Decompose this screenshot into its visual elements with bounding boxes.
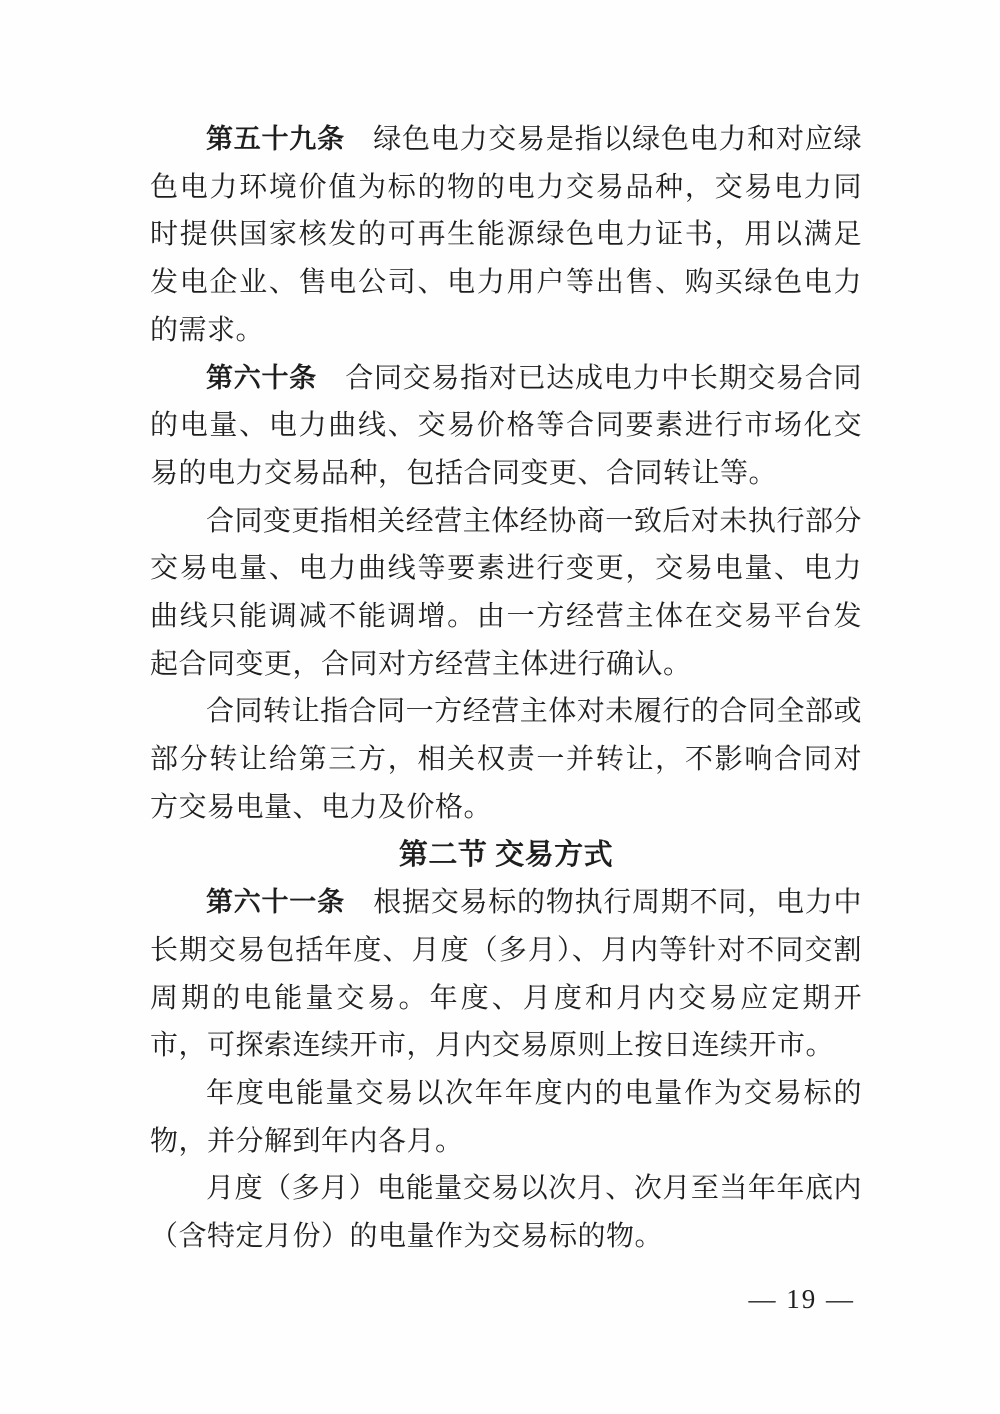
paragraph-annual-trading: 年度电能量交易以次年年度内的电量作为交易标的物，并分解到年内各月。 <box>150 1078 862 1157</box>
article-60-number: 第六十条 <box>206 362 317 393</box>
article-59-number: 第五十九条 <box>206 124 345 154</box>
paragraph-monthly-trading: 月度（多月）电能量交易以次月、次月至当年年底内（含特定月份）的电量作为交易标的物。 <box>150 1173 862 1253</box>
paragraph-contract-transfer: 合同转让指合同一方经营主体对未履行的合同全部或部分转让给第三方，相关权责一并转让，不影响合同对方交易电量、电力及价格。 <box>150 696 862 823</box>
article-59-text: 绿色电力交易是指以绿色电力和对应绿色电力环境价值为标的物的电力交易品种，交易电力同时提供国家核发的可再生能源绿色电力证书，用以满足发电企业、售电公司、电力用户等出售、购买绿色电力的需求。 <box>150 124 862 346</box>
paragraph-article-59 <box>150 116 862 355</box>
document-body <box>150 116 862 1261</box>
article-61-text: 根据交易标的物执行周期不同，电力中长期交易包括年度、月度（多月）、月内等针对不同交割周期的电能量交易。年度、月度和月内交易应定期开市，可探索连续开市，月内交易原则上按日连续开市。 <box>150 887 862 1062</box>
article-60-text: 合同交易指对已达成电力中长期交易合同的电量、电力曲线、交易价格等合同要素进行市场化交易的电力交易品种，包括合同变更、合同转让等。 <box>150 362 862 489</box>
paragraph-article-61 <box>150 879 862 1070</box>
paragraph-article-60 <box>150 355 862 498</box>
section-heading: 第二节 交易方式 <box>398 838 614 871</box>
paragraph-contract-change: 合同变更指相关经营主体经协商一致后对未执行部分交易电量、电力曲线等要素进行变更，交易电量、电力曲线只能调减不能调增。由一方经营主体在交易平台发起合同变更，合同对方经营主体进行确认。 <box>150 505 862 680</box>
page-number: — 19 — <box>748 1284 855 1314</box>
article-61-number: 第六十一条 <box>206 887 345 918</box>
